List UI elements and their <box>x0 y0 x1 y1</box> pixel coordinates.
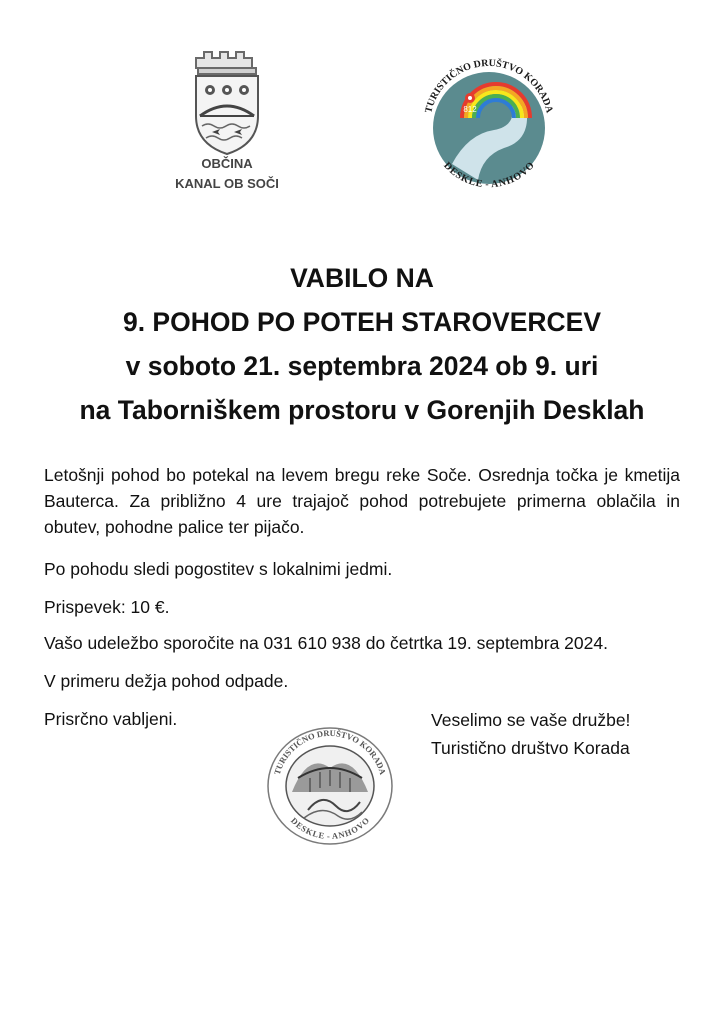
paragraph-refreshments: Po pohodu sledi pogostitev s lokalnimi jedmi. <box>44 559 393 579</box>
svg-text:KANAL OB SOČI: KANAL OB SOČI <box>175 176 279 191</box>
svg-text:TURISTIČNO DRUŠTVO KORADA: TURISTIČNO DRUŠTVO KORADA <box>423 57 555 115</box>
svg-text:TURISTIČNO DRUŠTVO KORADA: TURISTIČNO DRUŠTVO KORADA <box>271 727 389 776</box>
title-line-3: v soboto 21. septembra 2024 ob 9. uri <box>125 351 599 381</box>
td-korada-logo <box>408 44 570 206</box>
paragraph-rain-notice: V primeru dežja pohod odpade. <box>44 671 289 691</box>
svg-text:OBČINA: OBČINA <box>201 156 253 171</box>
paragraph-fee: Prispevek: 10 €. <box>44 597 170 617</box>
svg-text:DESKLE - ANHOVO: DESKLE - ANHOVO <box>441 160 537 191</box>
paragraph-route-description: Letošnji pohod bo potekal na levem bregu reke Soče. Osrednja točka je kmetija Bauterca. Za približno 4 ure trajajoč pohod potrebujete primerna oblačila in obutev, pohodne palice ter pijačo. <box>44 465 680 537</box>
svg-text:DESKLE - ANHOVO: DESKLE - ANHOVO <box>288 815 372 842</box>
closing-line-2: Turistično društvo Korada <box>431 738 630 758</box>
closing-greeting: Prisrčno vabljeni. <box>44 709 178 729</box>
invitation-title <box>0 256 724 432</box>
society-stamp <box>264 722 396 846</box>
closing-line-1: Veselimo se vaše družbe! <box>431 710 631 730</box>
closing-signature <box>431 706 630 762</box>
paragraph-registration: Vašo udeležbo sporočite na 031 610 938 do četrtka 19. septembra 2024. <box>44 633 608 653</box>
title-line-4: na Taborniškem prostoru v Gorenjih Desklah <box>79 395 645 425</box>
svg-text:812: 812 <box>463 105 477 114</box>
obcina-kanal-logo <box>172 44 282 200</box>
title-line-1: VABILO NA <box>290 263 434 293</box>
title-line-2: 9. POHOD PO POTEH STAROVERCEV <box>122 307 602 337</box>
